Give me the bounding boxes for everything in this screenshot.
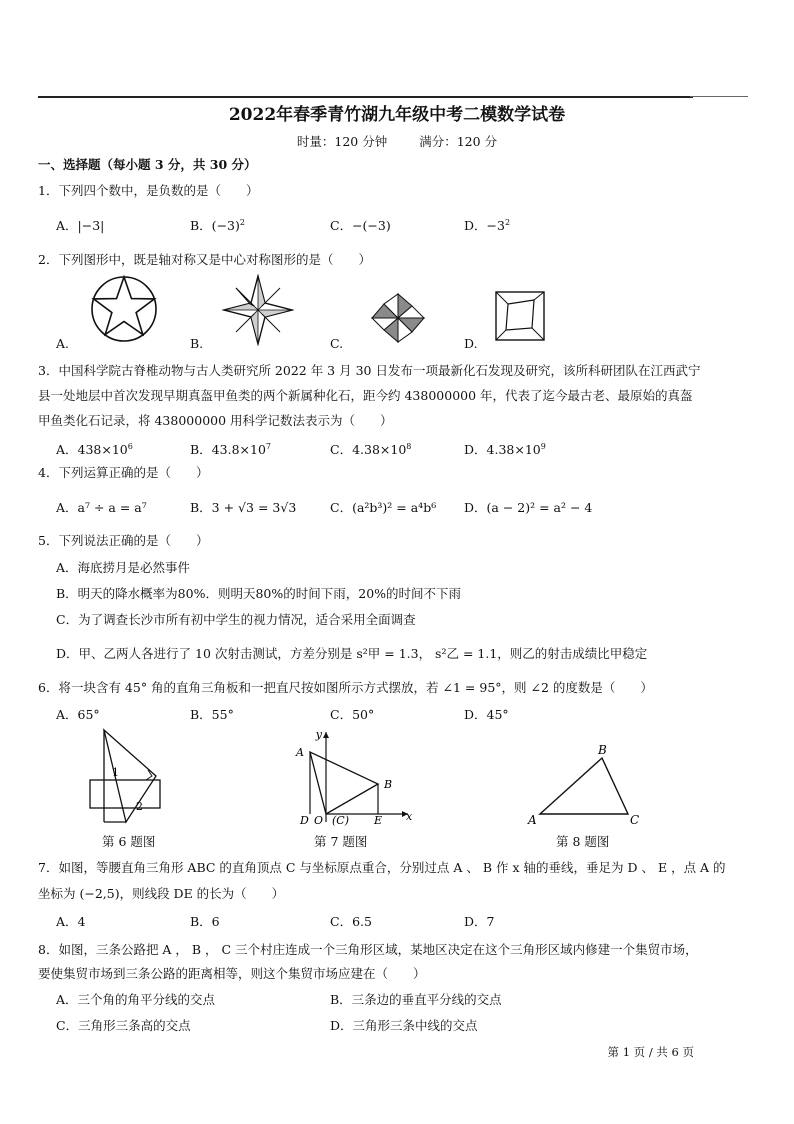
point-b-label: B: [384, 778, 393, 791]
exam-score: 满分：120 分: [419, 134, 498, 149]
q5-option-b: B．明天的降水概率为80%．则明天80%的时间下雨，20%的时间不下雨: [56, 586, 462, 601]
q8-option-b: B．三条边的垂直平分线的交点: [330, 992, 502, 1007]
q1-option-d: D．$-3^2$: [464, 217, 511, 233]
header-rule-tail: [690, 96, 748, 97]
q1-option-b: B．$(-3)^2$: [190, 217, 245, 233]
section-heading: 一、选择题（每小题 3 分，共 30 分）: [38, 157, 257, 172]
angle-1-label: 1: [112, 766, 119, 779]
q4-option-b: B．3 + √3 = 3√3: [190, 500, 297, 515]
header-rule: [38, 96, 693, 98]
q8-option-d: D．三角形三条中线的交点: [330, 1018, 478, 1033]
q1-stem: 1．下列四个数中，是负数的是（ ）: [38, 183, 259, 198]
q2-figure-d: [494, 290, 546, 342]
q5-option-a: A．海底捞月是必然事件: [56, 560, 191, 575]
q6-option-b: B．55°: [190, 707, 234, 722]
q6-option-a: A．65°: [56, 707, 100, 722]
figure-7-caption: 第 7 题图: [314, 834, 368, 849]
q4-option-a: A．a⁷ ÷ a = a⁷: [56, 500, 147, 515]
q3-line1: 3．中国科学院古脊椎动物与古人类研究所 2022 年 3 月 30 日发布一项最新化石发现及研究，该所科研团队在江西武宁: [38, 363, 701, 378]
point-e-label: E: [374, 814, 383, 826]
q4-option-c: C．(a²b³)² = a⁴b⁶: [330, 500, 437, 515]
exam-time: 时量：120 分钟: [296, 134, 388, 149]
q6-option-d: D．45°: [464, 707, 509, 722]
q7-option-c: C．6.5: [330, 914, 372, 929]
q7-option-a: A．4: [56, 914, 86, 929]
figure-7: [292, 726, 422, 826]
point-o-label: O: [314, 814, 324, 826]
q2-option-d: D.: [464, 336, 478, 351]
q2-figure-c: [362, 292, 434, 344]
q5-stem: 5．下列说法正确的是（ ）: [38, 533, 209, 548]
point-c-label: (C): [332, 814, 349, 826]
q6-option-c: C．50°: [330, 707, 375, 722]
vertex-b-label: B: [598, 744, 607, 757]
figure-6-caption: 第 6 题图: [102, 834, 156, 849]
q2-option-a: A.: [56, 336, 70, 351]
q4-option-d: D．(a − 2)² = a² − 4: [464, 500, 593, 515]
q3-option-d: D．$4.38\times 10^9$: [464, 441, 546, 457]
x-axis-label: x: [406, 810, 413, 823]
q2-figure-b: [222, 274, 294, 346]
q3-line2: 县一处地层中首次发现早期真盔甲鱼类的两个新属种化石，距今约 438000000 年，代表了迄今最古老、最原始的真盔: [38, 388, 693, 403]
q2-option-c: C.: [330, 336, 344, 351]
q1-option-a: A．|−3|: [56, 218, 105, 233]
point-a-label: A: [296, 746, 304, 759]
q1-option-c: C．−(−3): [330, 218, 391, 233]
vertex-a-label: A: [528, 813, 537, 827]
q7-line1: 7．如图，等腰直角三角形 ABC 的直角顶点 C 与坐标原点重合，分别过点 A 、 B 作 x 轴的垂线，垂足为 D 、 E ，点 A 的: [38, 860, 726, 875]
page-title: 2022年春季青竹湖九年级中考二模数学试卷: [228, 105, 566, 125]
q2-stem: 2．下列图形中，既是轴对称又是中心对称图形的是（ ）: [38, 252, 371, 267]
q8-option-c: C．三角形三条高的交点: [56, 1018, 191, 1033]
q6-stem: 6．将一块含有 45° 角的直角三角板和一把直尺按如图所示方式摆放，若 ∠1 = 95°，则 ∠2 的度数是（ ）: [38, 680, 653, 695]
q2-figure-a: [88, 274, 160, 344]
q2-option-b: B.: [190, 336, 204, 351]
q5-option-c: C．为了调查长沙市所有初中学生的视力情况，适合采用全面调查: [56, 612, 416, 627]
vertex-c-label: C: [630, 813, 640, 827]
q8-option-a: A．三个角的角平分线的交点: [56, 992, 216, 1007]
q8-line1: 8．如图，三条公路把 A ， B ， C 三个村庄连成一个三角形区域，某地区决定在这个三角形区域内修建一个集贸市场，: [38, 942, 698, 957]
circle-shape: [92, 277, 156, 341]
q7-option-d: D．7: [464, 914, 495, 929]
q7-line2: 坐标为 (−2,5)，则线段 DE 的长为（ ）: [38, 886, 285, 901]
q3-option-a: A．$438\times 10^6$: [56, 441, 133, 457]
q4-stem: 4．下列运算正确的是（ ）: [38, 465, 209, 480]
figure-8: [524, 744, 648, 828]
q3-option-b: B．$43.8\times 10^7$: [190, 441, 271, 457]
point-d-label: D: [300, 814, 309, 826]
q8-line2: 要使集贸市场到三条公路的距离相等，则这个集贸市场应建在（ ）: [38, 966, 426, 981]
q5-option-d: D．甲、乙两人各进行了 10 次射击测试，方差分别是 s²甲 = 1.3， s²乙 = 1.1，则乙的射击成绩比甲稳定: [56, 646, 648, 661]
q3-line3: 甲鱼类化石记录，将 438000000 用科学记数法表示为（ ）: [38, 413, 393, 428]
y-axis-label: y: [315, 728, 322, 741]
q3-option-c: C．$4.38\times 10^8$: [330, 441, 412, 457]
page-number: 第 1 页 / 共 6 页: [607, 1045, 694, 1059]
angle-2-label: 2: [136, 800, 143, 813]
q7-option-b: B．6: [190, 914, 220, 929]
figure-6: [86, 728, 166, 828]
exam-meta: [0, 132, 794, 150]
figure-8-caption: 第 8 题图: [556, 834, 610, 849]
